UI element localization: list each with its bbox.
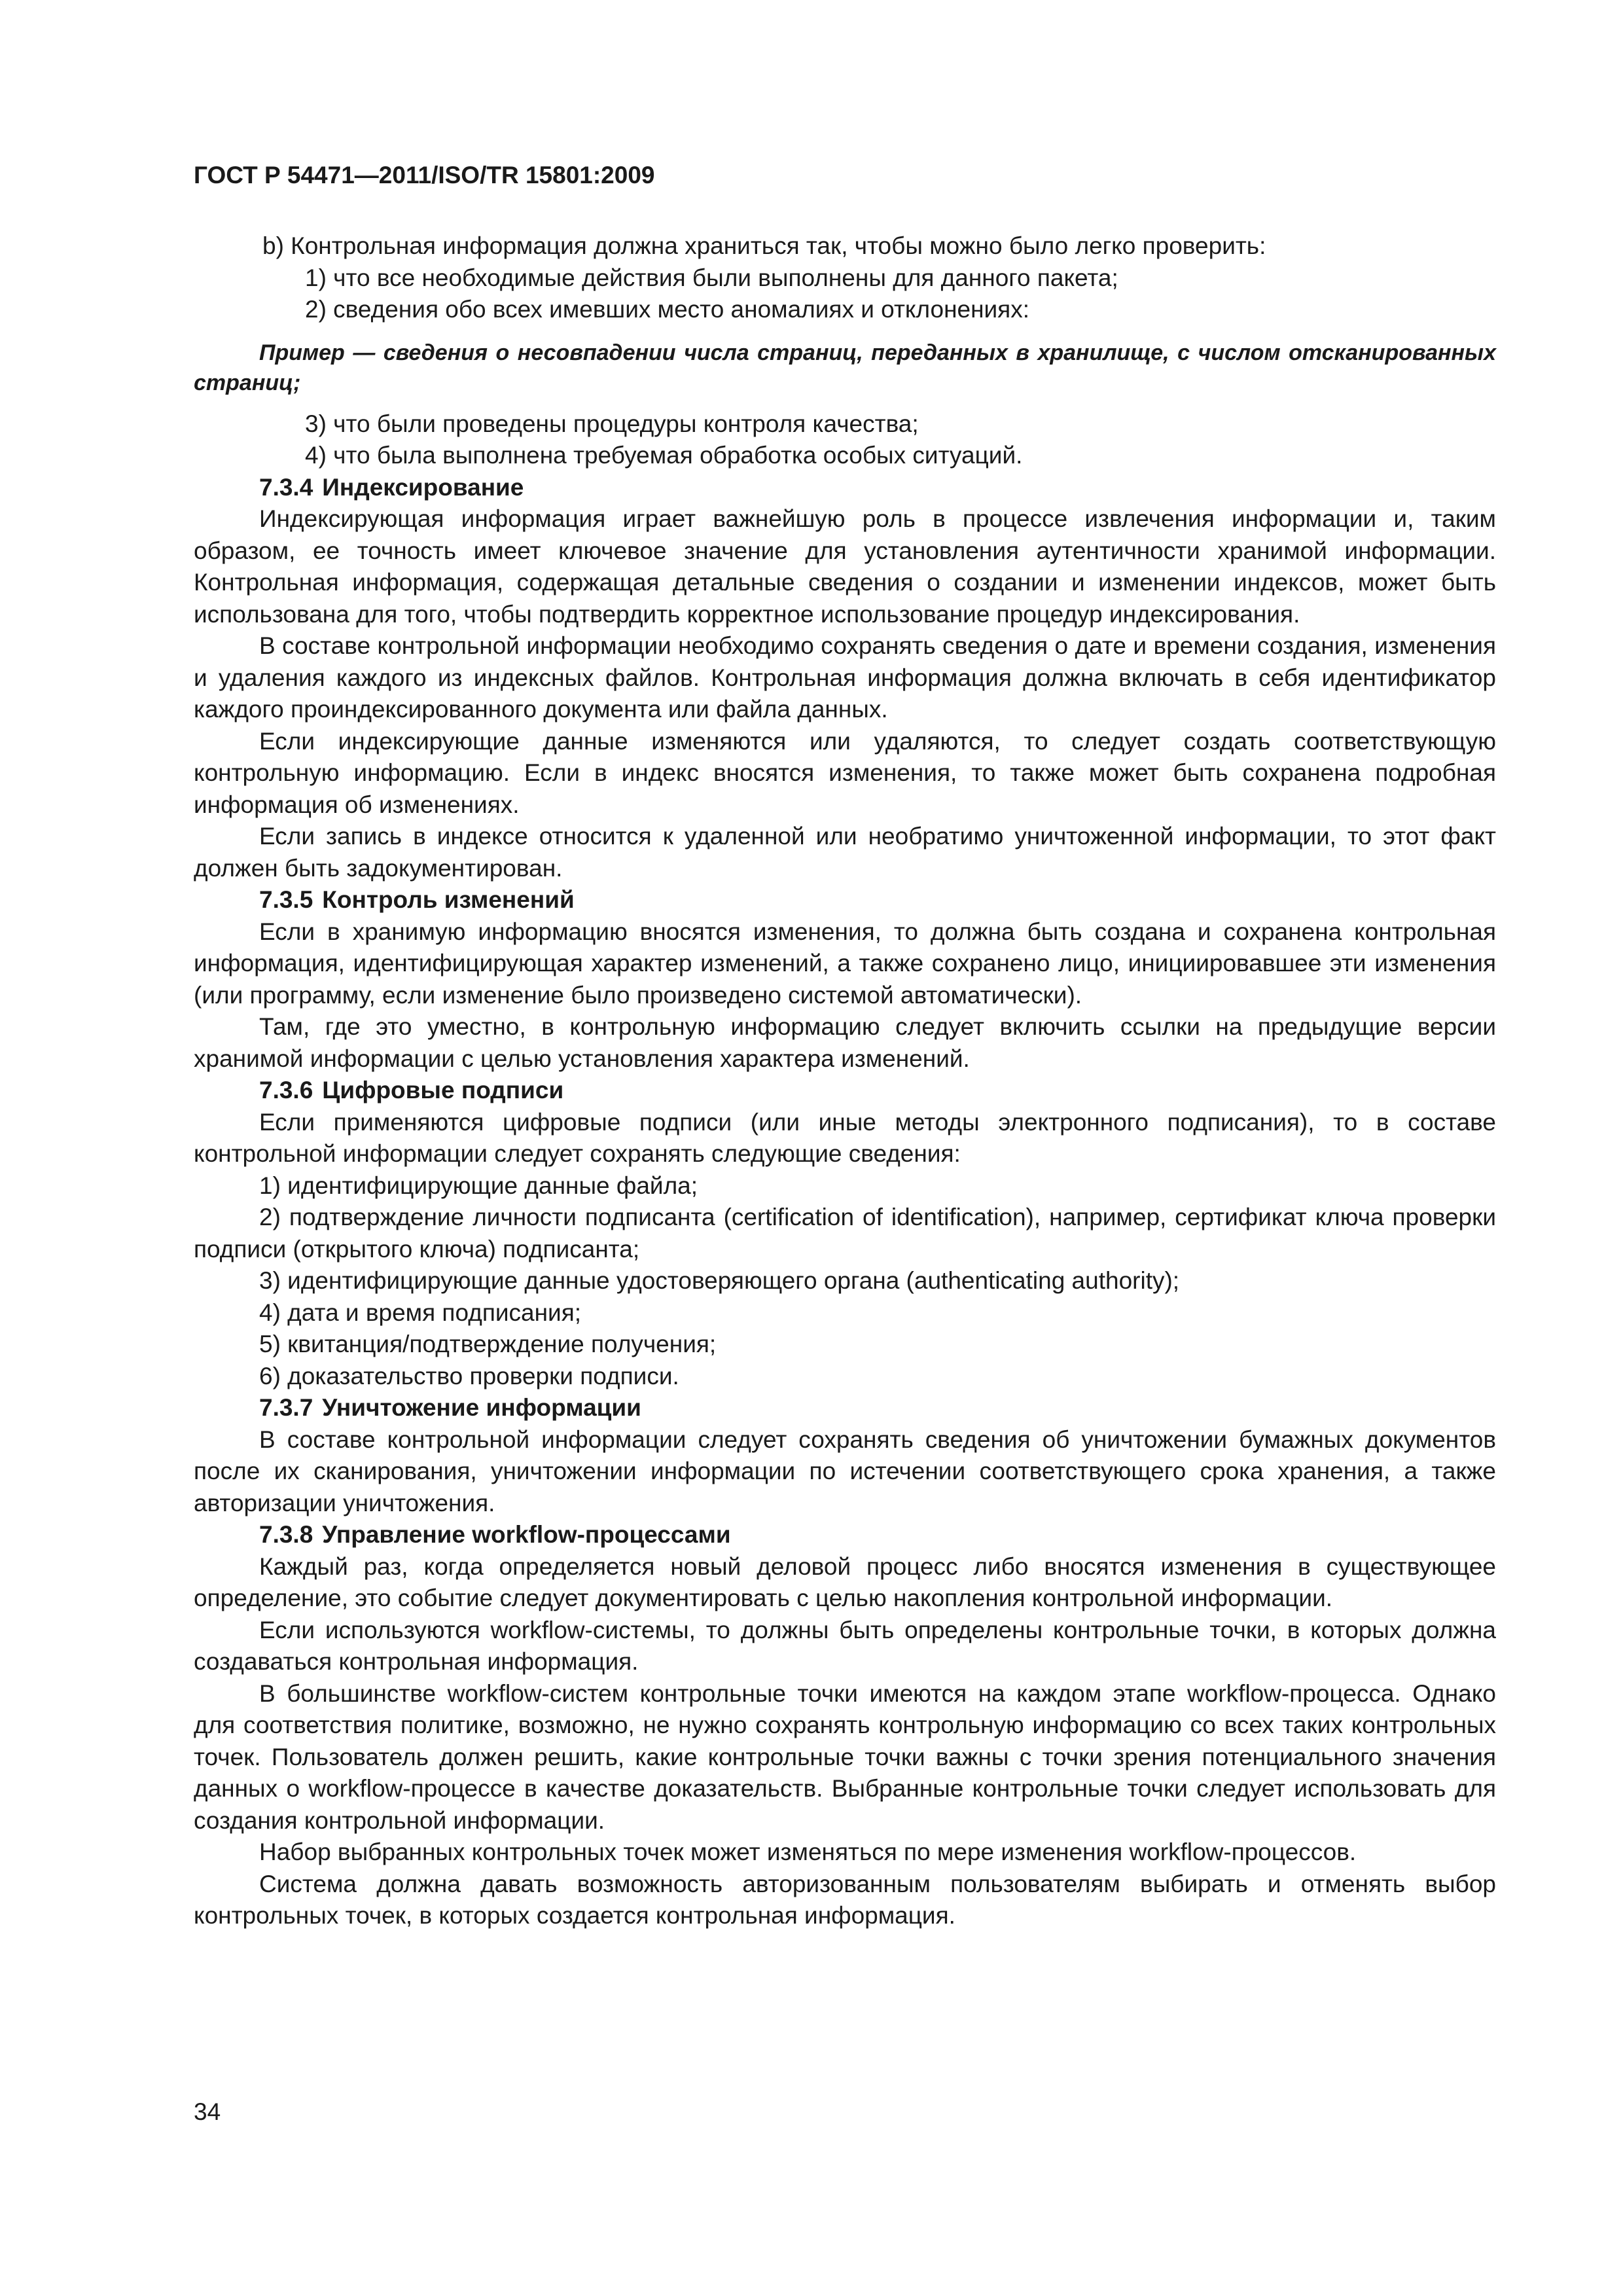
- section-heading-7-3-7: [194, 1392, 1496, 1424]
- paragraph: Система должна давать возможность авторизованным пользователям выбирать и отменять выбор контрольных точек, в которых создается контрольная информация.: [194, 1870, 1496, 1929]
- list-item: 5) квитанция/подтверждение получения;: [259, 1331, 717, 1357]
- section-heading-7-3-8: [194, 1519, 1496, 1551]
- list-item: 3) идентифицирующие данные удостоверяющего органа (authenticating authority);: [259, 1267, 1180, 1294]
- paragraph: Если в хранимую информацию вносятся изменения, то должна быть создана и сохранена контрольная информация, идентифицирующая характер изменений, а также сохранено лицо, инициировавшее эти изменения (или программу, если изменение было произведено системой автоматически).: [194, 918, 1496, 1009]
- section-number: 7.3.6: [259, 1077, 313, 1103]
- section-heading-7-3-5: [194, 884, 1496, 916]
- list-subitem: 2) сведения обо всех имевших место аномалиях и отклонениях:: [305, 296, 1030, 323]
- list-subitem: 4) что была выполнена требуемая обработка особых ситуаций.: [305, 442, 1023, 469]
- list-item: 1) идентифицирующие данные файла;: [259, 1172, 698, 1199]
- section-title: Цифровые подписи: [322, 1077, 564, 1103]
- section-heading-7-3-6: [194, 1075, 1496, 1107]
- paragraph: Индексирующая информация играет важнейшую роль в процессе извлечения информации и, таким образом, ее точность имеет ключевое значение для установления аутентичности хранимой информации. Контрольная информация, содержащая детальные сведения о создании и изменении индексов, может быть использована для того, чтобы подтвердить корректное использование процедур индексирования.: [194, 505, 1496, 628]
- section-title: Индексирование: [322, 473, 524, 501]
- paragraph: Если индексирующие данные изменяются или удаляются, то следует создать соответствующую контрольную информацию. Если в индекс вносятся изменения, то также может быть сохранена подробная информация об изменениях.: [194, 727, 1496, 818]
- paragraph: Если применяются цифровые подписи (или иные методы электронного подписания), то в составе контрольной информации следует сохранять следующие сведения:: [194, 1108, 1496, 1167]
- list-item: 4) дата и время подписания;: [259, 1299, 582, 1326]
- example-note: Пример — сведения о несовпадении числа страниц, переданных в хранилище, с числом отсканированных страниц;: [194, 340, 1496, 395]
- list-subitem: 3) что были проведены процедуры контроля качества;: [305, 410, 919, 437]
- section-number: 7.3.7: [259, 1394, 313, 1421]
- list-item: 2) подтверждение личности подписанта (certification of identification), например, сертификат ключа проверки подписи (открытого ключа) подписанта;: [194, 1204, 1496, 1263]
- paragraph: Если запись в индексе относится к удаленной или необратимо уничтоженной информации, то этот факт должен быть задокументирован.: [194, 823, 1496, 882]
- paragraph: В составе контрольной информации необходимо сохранять сведения о дате и времени создания, изменения и удаления каждого из индексных файлов. Контрольная информация должна включать в себя идентификатор каждого проиндексированного документа или файла данных.: [194, 632, 1496, 723]
- list-subitem: 1) что все необходимые действия были выполнены для данного пакета;: [305, 264, 1118, 291]
- section-heading-7-3-4: [194, 472, 1496, 504]
- paragraph: Набор выбранных контрольных точек может изменяться по мере изменения workflow-процессов.: [259, 1839, 1357, 1865]
- section-title: Уничтожение информации: [322, 1394, 641, 1421]
- page-number: 34: [194, 2098, 221, 2125]
- section-title: Управление workflow-процессами: [322, 1521, 731, 1548]
- document-body: [194, 230, 1496, 1932]
- paragraph: Если используются workflow-системы, то должны быть определены контрольные точки, в которых должна создаваться контрольная информация.: [194, 1616, 1496, 1675]
- document-header: ГОСТ Р 54471—2011/ISO/TR 15801:2009: [194, 162, 655, 188]
- list-item-b: b) Контрольная информация должна храниться так, чтобы можно было легко проверить:: [262, 232, 1266, 259]
- paragraph: Там, где это уместно, в контрольную информацию следует включить ссылки на предыдущие версии хранимой информации с целью установления характера изменений.: [194, 1013, 1496, 1072]
- section-title: Контроль изменений: [322, 886, 575, 913]
- paragraph: В большинстве workflow-систем контрольные точки имеются на каждом этапе workflow-процесса. Однако для соответствия политике, возможно, не нужно сохранять контрольную информацию со всех таких контрольных точек. Пользователь должен решить, какие контрольные точки важны с точки зрения потенциального значения данных о workflow-процессе в качестве доказательств. Выбранные контрольные точки следует использовать для создания контрольной информации.: [194, 1679, 1496, 1834]
- list-item: 6) доказательство проверки подписи.: [259, 1362, 679, 1390]
- section-number: 7.3.8: [259, 1521, 313, 1548]
- paragraph: В составе контрольной информации следует сохранять сведения об уничтожении бумажных документов после их сканирования, уничтожении информации по истечении соответствующего срока хранения, а также авторизации уничтожения.: [194, 1426, 1496, 1516]
- document-page: [194, 0, 1496, 2296]
- section-number: 7.3.5: [259, 886, 313, 913]
- paragraph: Каждый раз, когда определяется новый деловой процесс либо вносятся изменения в существующее определение, это событие следует документировать с целью накопления контрольной информации.: [194, 1552, 1496, 1611]
- section-number: 7.3.4: [259, 473, 313, 501]
